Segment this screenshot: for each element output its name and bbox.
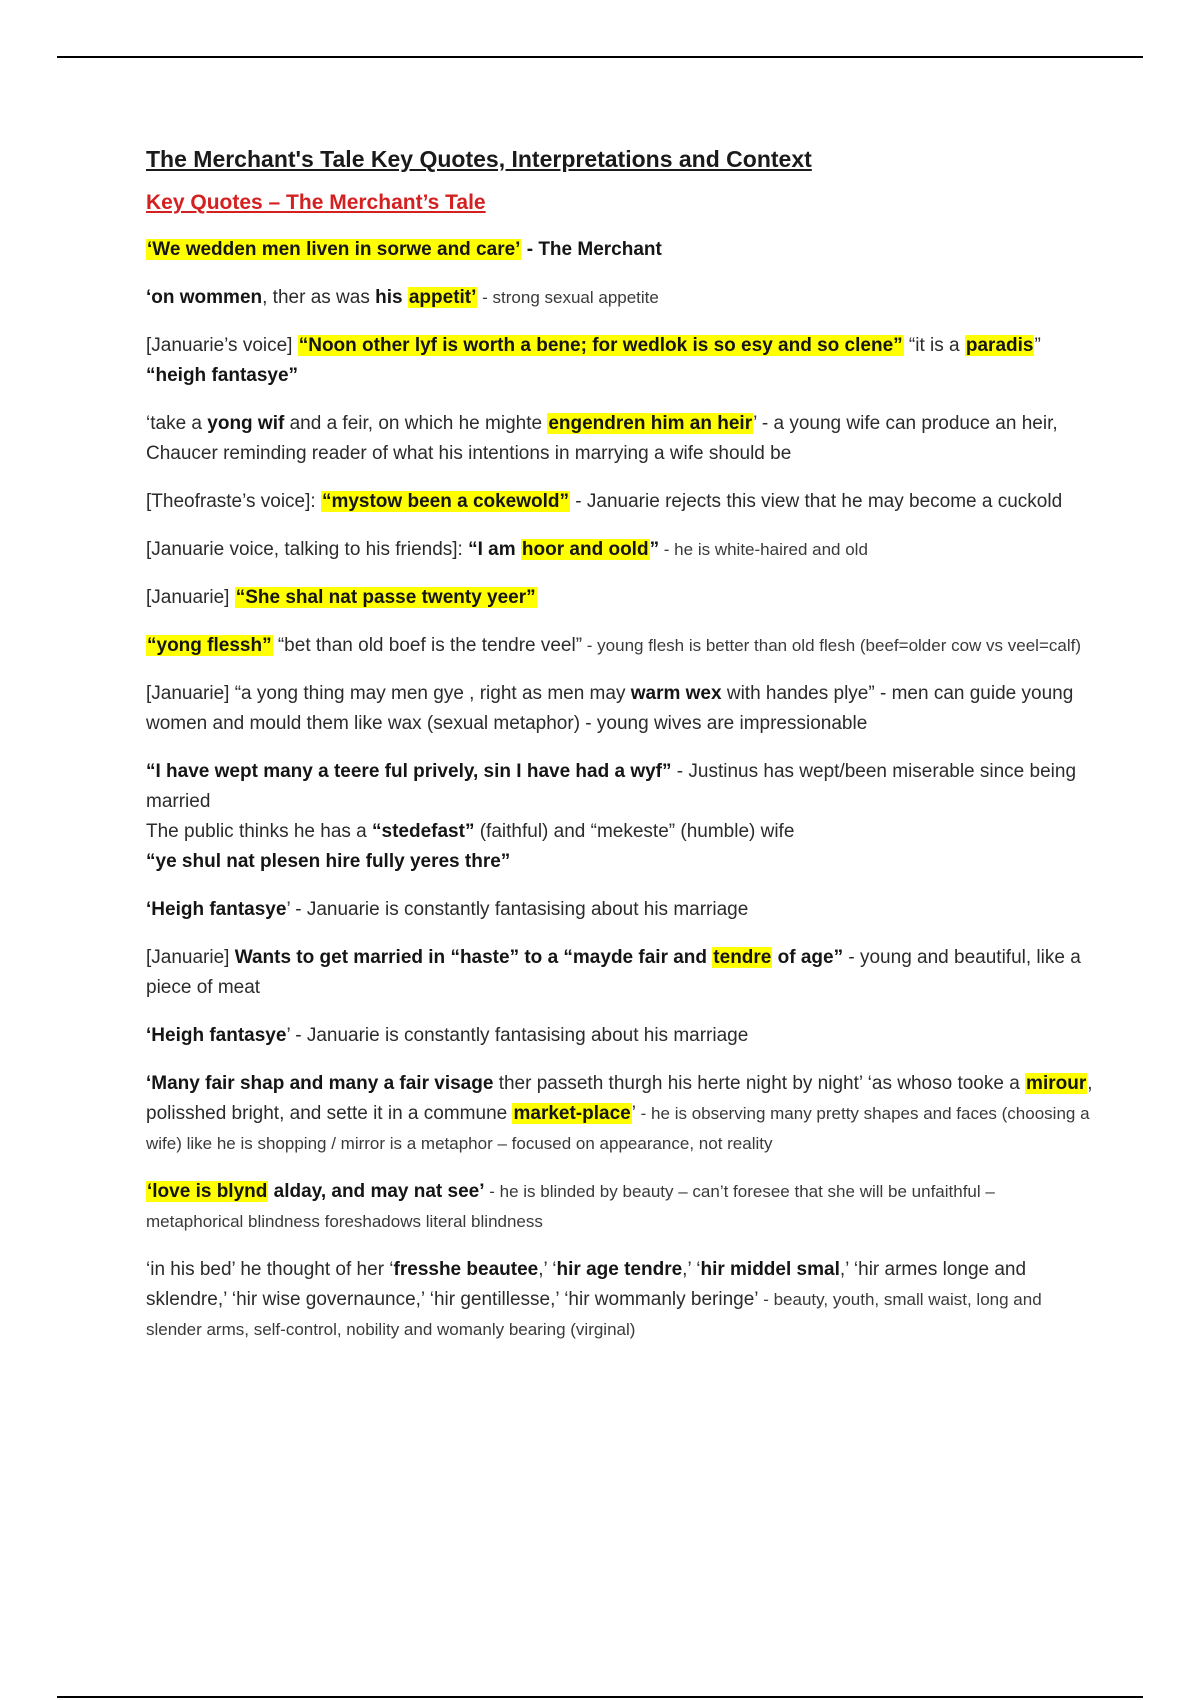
text-span: [Januarie’s voice] <box>146 335 298 356</box>
quote-paragraph <box>146 1177 1096 1237</box>
bold-text: ‘Many fair shap and many a fair visage <box>146 1073 494 1094</box>
quote-paragraph <box>146 1069 1096 1159</box>
text-span: ’ - Januarie is constantly fantasising about his marriage <box>286 899 749 920</box>
text-span: [Januarie] <box>146 947 235 968</box>
text-span: ‘take a <box>146 413 208 434</box>
bold-text: warm wex <box>630 683 722 704</box>
text-span: [Januarie] “a yong thing may men gye , right as men may <box>146 683 631 704</box>
bold-text: - The Merchant <box>521 239 662 260</box>
bold-text: alday, and may nat see’ <box>268 1181 485 1202</box>
text-span: - he is white-haired and old <box>659 540 868 559</box>
highlighted-quote: ‘We wedden men liven in sorwe and care’ <box>147 239 521 260</box>
text-span: “bet than old boef is the tendre veel” <box>272 635 583 656</box>
text-span: ’ - Januarie is constantly fantasising about his marriage <box>286 1025 749 1046</box>
quote-paragraph <box>146 1255 1096 1345</box>
bold-text: of age” <box>772 947 844 968</box>
quote-paragraph <box>146 757 1096 817</box>
text-span: [Januarie] <box>146 587 235 608</box>
text-span: - young and beautiful, like a piece of meat <box>146 947 1081 998</box>
highlighted-quote: ‘love is blynd <box>147 1181 268 1202</box>
text-span: ’ <box>631 1103 636 1124</box>
quote-paragraph <box>146 235 1096 265</box>
bold-text: “heigh fantasye” <box>146 365 299 386</box>
bold-text: ‘Heigh fantasye <box>146 899 287 920</box>
text-span: - he is blinded by beauty – can’t foresee that she will be unfaithful – metaphorical blindness foreshadows literal blindness <box>146 1182 995 1231</box>
quote-paragraph <box>146 1021 1096 1051</box>
highlighted-quote: appetit’ <box>408 287 477 308</box>
text-span: with handes plye” - men can guide young women and mould them like wax (sexual metaphor) - young wives are impressionable <box>146 683 1074 734</box>
text-span: and a feir, on which he mighte <box>284 413 548 434</box>
bold-text: ” <box>649 539 660 560</box>
highlighted-quote: “mystow been a cokewold” <box>321 491 570 512</box>
highlighted-quote: “She shal nat passe twenty yeer” <box>235 587 536 608</box>
text-span: ’ - a young wife can produce an heir, Chaucer reminding reader of what his intentions in marrying a wife should be <box>146 413 1058 464</box>
text-span: ,’ ‘hir armes longe and sklendre,’ ‘hir wise governaunce,’ ‘hir gentillesse,’ ‘hir wommanly beringe’ <box>146 1259 1027 1310</box>
text-span: The public thinks he has a <box>146 821 373 842</box>
text-span: - young flesh is better than old flesh (beef=older cow vs veel=calf) <box>582 636 1081 655</box>
text-span: - Januarie rejects this view that he may become a cuckold <box>570 491 1063 512</box>
quote-paragraph <box>146 409 1096 469</box>
bold-text: “I am <box>468 539 521 560</box>
quote-paragraph <box>146 679 1096 739</box>
bold-text: ‘Heigh fantasye <box>146 1025 287 1046</box>
top-rule <box>57 56 1143 58</box>
quote-paragraph <box>146 943 1096 1003</box>
text-span: “it is a <box>903 335 965 356</box>
bold-text: ‘on wommen <box>146 287 263 308</box>
quote-paragraph <box>146 283 1096 313</box>
text-span: [Theofraste’s voice]: <box>146 491 321 512</box>
bold-text: “ye shul nat plesen hire fully yeres thre” <box>146 851 511 872</box>
section-heading: Key Quotes – The Merchant’s Tale <box>146 191 486 214</box>
quote-paragraph <box>146 331 1096 391</box>
highlighted-quote: “yong flessh” <box>147 635 272 656</box>
text-span: ” <box>1034 335 1041 356</box>
highlighted-quote: engendren him an heir <box>548 413 753 434</box>
quote-paragraph <box>146 895 1096 925</box>
bold-text: yong wif <box>207 413 285 434</box>
quote-paragraph <box>146 817 1096 847</box>
bold-text: “stedefast” <box>372 821 475 842</box>
highlighted-quote: hoor and oold <box>521 539 649 560</box>
text-span: - strong sexual appetite <box>477 288 659 307</box>
bold-text: hir middel smal <box>700 1259 840 1280</box>
text-span: ,’ ‘ <box>538 1259 557 1280</box>
text-span: - beauty, youth, small waist, long and slender arms, self-control, nobility and womanly bearing (virginal) <box>146 1290 1042 1339</box>
text-span: ther passeth thurgh his herte night by night’ ‘as whoso tooke a <box>493 1073 1026 1094</box>
text-span: ,’ ‘ <box>682 1259 701 1280</box>
text-span: - Justinus has wept/been miserable since being married <box>146 761 1077 812</box>
document-body <box>146 146 1096 1363</box>
bold-text: “I have wept many a teere ful prively, sin I have had a wyf” <box>146 761 672 782</box>
highlighted-quote: market-place <box>513 1103 631 1124</box>
text-span: ‘in his bed’ he thought of her ‘ <box>146 1259 394 1280</box>
quote-paragraph <box>146 535 1096 565</box>
quote-paragraph <box>146 487 1096 517</box>
highlighted-quote: paradis <box>965 335 1034 356</box>
quote-paragraph <box>146 847 1096 877</box>
highlighted-quote: tendre <box>713 947 772 968</box>
text-span: , ther as was <box>262 287 376 308</box>
document-title: The Merchant's Tale Key Quotes, Interpretations and Context <box>146 146 812 172</box>
bold-text: his <box>375 287 408 308</box>
bold-text: hir age tendre <box>556 1259 683 1280</box>
quote-paragraph <box>146 631 1096 661</box>
bold-text: fresshe beautee <box>393 1259 539 1280</box>
bold-text: Wants to get married in “haste” to a “mayde fair and <box>234 947 713 968</box>
bottom-rule <box>57 1696 1143 1698</box>
text-span: [Januarie voice, talking to his friends]: <box>146 539 469 560</box>
text-span: , polisshed bright, and sette it in a commune <box>146 1073 1093 1124</box>
quote-paragraph <box>146 583 1096 613</box>
highlighted-quote: “Noon other lyf is worth a bene; for wedlok is so esy and so clene” <box>298 335 903 356</box>
text-span: - he is observing many pretty shapes and faces (choosing a wife) like he is shopping / mirror is a metaphor – focused on appearance, not reality <box>146 1104 1090 1153</box>
text-span: (faithful) and “mekeste” (humble) wife <box>474 821 795 842</box>
highlighted-quote: mirour <box>1026 1073 1087 1094</box>
